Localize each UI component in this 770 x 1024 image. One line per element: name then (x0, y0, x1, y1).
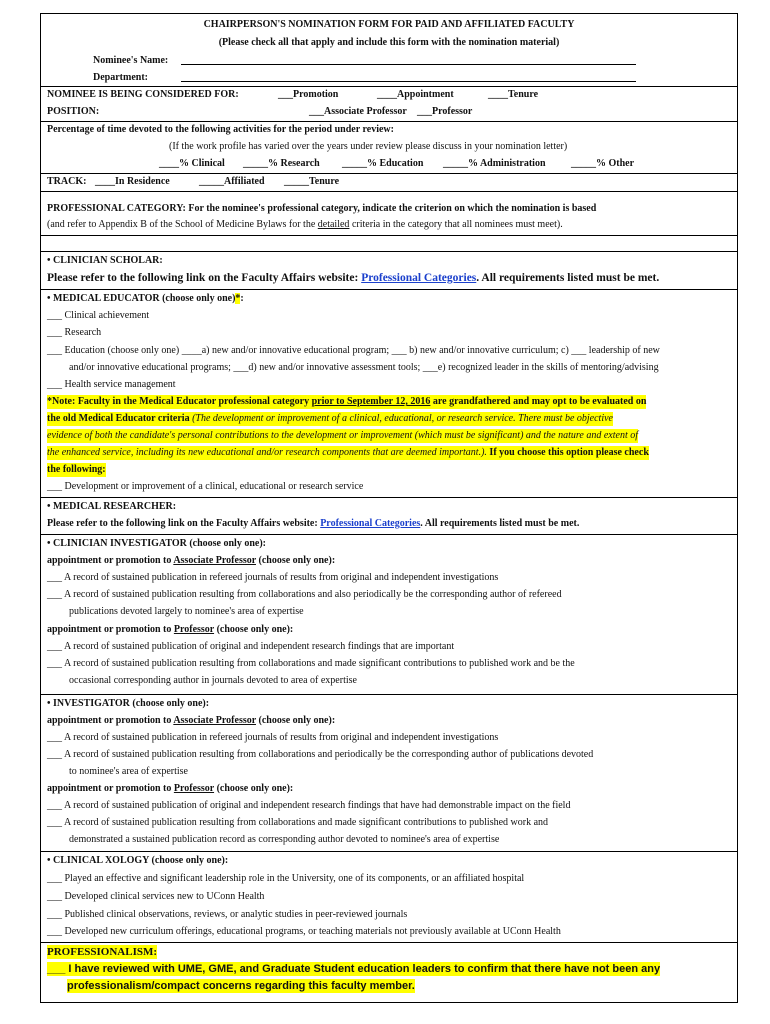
header-section (41, 14, 737, 87)
xology-option-3[interactable]: ___ Published clinical observations, reviews, or analytic studies in peer-reviewed journals (47, 909, 408, 920)
department-label: Department: (93, 72, 148, 83)
professor-option[interactable]: ___Professor (417, 106, 473, 117)
education-percent[interactable]: _____% Education (342, 158, 424, 169)
ci-professor-heading: appointment or promotion to Professor (choose only one): (47, 624, 294, 635)
medical-researcher-heading: • MEDICAL RESEARCHER: (47, 501, 177, 512)
professional-categories-link[interactable]: Professional Categories (361, 272, 477, 284)
investigator-heading: • INVESTIGATOR (choose only one): (47, 698, 210, 709)
clinician-scholar-section (41, 252, 737, 290)
professional-categories-link-2[interactable]: Professional Categories (320, 518, 421, 529)
medical-researcher-section (41, 498, 737, 535)
clinician-scholar-text: Please refer to the following link on the Faculty Affairs website: Professional Categories. All requirements listed must be met. (47, 272, 660, 284)
medical-educator-section (41, 290, 737, 498)
consideration-section (41, 87, 737, 122)
clinical-achievement-option[interactable]: ___ Clinical achievement (47, 310, 150, 321)
appointment-option[interactable]: ____Appointment (377, 89, 454, 100)
form-title: CHAIRPERSON'S NOMINATION FORM FOR PAID AND AFFILIATED FACULTY (203, 19, 575, 30)
xology-option-4[interactable]: ___ Developed new curriculum offerings, educational programs, or teaching materials not previously available at UConn Health (47, 926, 561, 937)
affiliated-option[interactable]: _____Affiliated (199, 176, 265, 187)
nominee-name-field[interactable] (181, 54, 636, 65)
considered-for-label: NOMINEE IS BEING CONSIDERED FOR: (47, 89, 239, 100)
professional-category-heading: PROFESSIONAL CATEGORY: For the nominee's professional category, indicate the criterion on which the nomination is based (47, 203, 597, 214)
grandfather-note-4: the enhanced service, including its new educational and/or research components that are deemed important.). If you choose this option please check (47, 447, 649, 458)
investigator-section (41, 695, 737, 852)
education-option-cont: and/or innovative educational programs; ___d) new and/or innovative assessment tools; ___e) recognized leader in the skills of mentoring/advising (69, 362, 659, 373)
professional-category-section (41, 192, 737, 236)
inv-associate-option-2-cont: to nominee's area of expertise (69, 766, 188, 777)
professionalism-heading: PROFESSIONALISM: (47, 946, 158, 958)
ci-professor-option-2-cont: occasional corresponding author in journals devoted to area of expertise (69, 675, 357, 686)
nominee-name-label: Nominee's Name: (93, 55, 169, 66)
inv-associate-option-2[interactable]: ___ A record of sustained publication resulting from collaborations and periodically be the corresponding author of publications devoted (47, 749, 594, 760)
department-field[interactable] (181, 71, 636, 82)
track-section (41, 174, 737, 192)
ci-associate-option-2[interactable]: ___ A record of sustained publication resulting from collaborations and also periodically be the corresponding author of refereed (47, 589, 562, 600)
grandfather-note-2: the old Medical Educator criteria (The development or improvement of a clinical, educational, or research service. There must be objective (47, 413, 613, 424)
clinical-xology-heading: • CLINICAL XOLOGY (choose only one): (47, 855, 229, 866)
research-percent[interactable]: _____% Research (243, 158, 320, 169)
ci-associate-option-1[interactable]: ___ A record of sustained publication in refereed journals of results from original and independent investigations (47, 572, 499, 583)
inv-professor-option-2[interactable]: ___ A record of sustained publication resulting from collaborations and made significant contributions to published work and (47, 817, 549, 828)
track-label: TRACK: (47, 176, 87, 187)
grandfather-note-3: evidence of both the candidate's personal contributions to the development or improvement (which must be significant) and the nature and extent of (47, 430, 639, 441)
inv-professor-option-1[interactable]: ___ A record of sustained publication of original and independent research findings that have had demonstrable impact on the field (47, 800, 571, 811)
ci-professor-option-2[interactable]: ___ A record of sustained publication resulting from collaborations and made significant contributions to published work and be the (47, 658, 575, 669)
professional-category-note: (and refer to Appendix B of the School of Medicine Bylaws for the detailed criteria in the category that all nominees must meet). (47, 219, 563, 230)
track-tenure-option[interactable]: _____Tenure (284, 176, 340, 187)
inv-professor-heading: appointment or promotion to Professor (choose only one): (47, 783, 294, 794)
education-option[interactable]: ___ Education (choose only one) ____a) new and/or innovative educational program; ___ b) new and/or innovative curriculum; c) ___ leadership of new (47, 345, 660, 356)
in-residence-option[interactable]: ____In Residence (95, 176, 170, 187)
inv-professor-option-2-cont: demonstrated a sustained publication record as corresponding author devoted to nominee's area of expertise (69, 834, 500, 845)
percentage-label: Percentage of time devoted to the following activities for the period under review: (47, 124, 394, 135)
grandfather-note-5: the following: (47, 464, 106, 475)
spacer-row (41, 236, 737, 252)
xology-option-1[interactable]: ___ Played an effective and significant leadership role in the University, one of its components, or an affiliated hospital (47, 873, 525, 884)
medical-educator-heading: • MEDICAL EDUCATOR (choose only one)*: (47, 293, 244, 304)
other-percent[interactable]: _____% Other (571, 158, 635, 169)
associate-professor-option[interactable]: ___Associate Professor (309, 106, 407, 117)
health-service-option[interactable]: ___ Health service management (47, 379, 176, 390)
promotion-option[interactable]: ___Promotion (278, 89, 339, 100)
tenure-option[interactable]: ____Tenure (488, 89, 539, 100)
inv-associate-heading: appointment or promotion to Associate Professor (choose only one): (47, 715, 336, 726)
research-option[interactable]: ___ Research (47, 327, 102, 338)
grandfather-note-1: *Note: Faculty in the Medical Educator professional category prior to September 12, 2016 are grandfathered and may opt to be evaluated on (47, 396, 647, 407)
medical-researcher-text: Please refer to the following link on the Faculty Affairs website: Professional Categories. All requirements listed must be met. (47, 518, 580, 529)
clinician-investigator-heading: • CLINICIAN INVESTIGATOR (choose only one): (47, 538, 266, 549)
administration-percent[interactable]: _____% Administration (443, 158, 546, 169)
percentage-note: (If the work profile has varied over the years under review please discuss in your nomination letter) (169, 141, 568, 152)
professionalism-attestation[interactable]: ___ I have reviewed with UME, GME, and Graduate Student education leaders to confirm that there have not been any (47, 963, 661, 975)
inv-associate-option-1[interactable]: ___ A record of sustained publication in refereed journals of results from original and independent investigations (47, 732, 499, 743)
form-subtitle: (Please check all that apply and include this form with the nomination material) (218, 37, 560, 48)
clinical-xology-section (41, 852, 737, 943)
ci-professor-option-1[interactable]: ___ A record of sustained publication of original and independent research findings that are important (47, 641, 455, 652)
xology-option-2[interactable]: ___ Developed clinical services new to UConn Health (47, 891, 265, 902)
clinician-investigator-section (41, 535, 737, 695)
nomination-form (40, 13, 738, 1003)
clinical-percent[interactable]: ____% Clinical (159, 158, 225, 169)
ci-associate-option-2-cont: publications devoted largely to nominee's area of expertise (69, 606, 304, 617)
professionalism-section (41, 943, 737, 1000)
ci-associate-heading: appointment or promotion to Associate Professor (choose only one): (47, 555, 336, 566)
professionalism-attestation-cont: professionalism/compact concerns regarding this faculty member. (67, 980, 415, 992)
percentage-section (41, 122, 737, 174)
position-label: POSITION: (47, 106, 100, 117)
development-option[interactable]: ___ Development or improvement of a clinical, educational or research service (47, 481, 364, 492)
clinician-scholar-heading: • CLINICIAN SCHOLAR: (47, 255, 163, 266)
